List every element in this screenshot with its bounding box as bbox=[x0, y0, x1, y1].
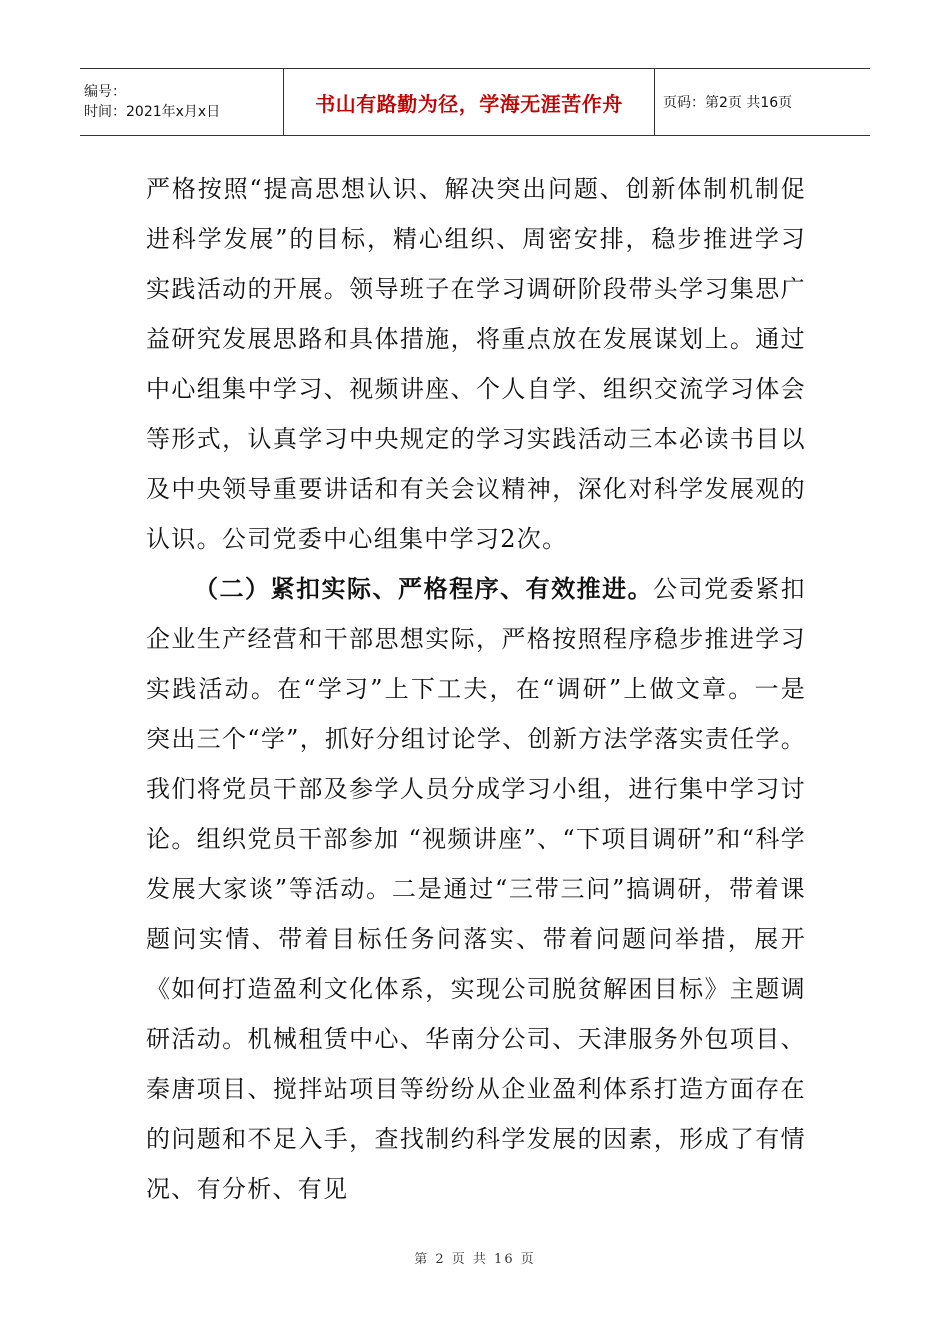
footer-page-number: 第 2 页 共 16 页 bbox=[414, 1252, 536, 1267]
body-paragraph-1: 严格按照“提高思想认识、解决突出问题、创新体制机制促进科学发展”的目标，精心组织、周密安排，稳步推进学习实践活动的开展。领导班子在学习调研阶段带头学习集思广益研究发展思路和具体措施，将重点放在发展谋划上。通过中心组集中学习、视频讲座、个人自学、组织交流学习体会等形式，认真学习中央规定的学习实践活动三本必读书目以及中央领导重要讲话和有关会议精神，深化对科学发展观的认识。公司党委中心组集中学习2次。 bbox=[146, 175, 806, 553]
body-paragraph-2 bbox=[146, 564, 806, 1214]
document-number-label: 编号： bbox=[84, 84, 126, 100]
page-header bbox=[80, 68, 870, 136]
page-number-label: 页码：第2页 共16页 bbox=[663, 95, 793, 111]
motto-text: 书山有路勤为径，学海无涯苦作舟 bbox=[315, 91, 623, 116]
header-meta bbox=[80, 69, 283, 135]
header-motto bbox=[283, 69, 655, 135]
document-body bbox=[146, 164, 806, 1214]
section-text: 公司党委紧扣企业生产经营和干部思想实际，严格按照程序稳步推进学习实践活动。在“学习”上下工夫，在“调研”上做文章。一是突出三个“学”，抓好分组讨论学、创新方法学落实责任学。我们将党员干部及参学人员分成学习小组，进行集中学习讨论。组织党员干部参加 “视频讲座”、“下项目调研”和“科学发展大家谈”等活动。二是通过“三带三问”搞调研，带着课题问实情、带着目标任务问落实、带着问题问举措，展开《如何打造盈利文化体系，实现公司脱贫解困目标》主题调研活动。机械租赁中心、华南分公司、天津服务外包项目、秦唐项目、搅拌站项目等纷纷从企业盈利体系打造方面存在的问题和不足入手，查找制约科学发展的因素，形成了有情况、有分析、有见 bbox=[146, 575, 806, 1203]
header-page-info bbox=[655, 69, 870, 135]
page-footer bbox=[0, 1248, 950, 1267]
section-heading: （二）紧扣实际、严格程序、有效推进。 bbox=[194, 574, 654, 603]
document-time-label: 时间：2021年x月x日 bbox=[84, 104, 221, 120]
